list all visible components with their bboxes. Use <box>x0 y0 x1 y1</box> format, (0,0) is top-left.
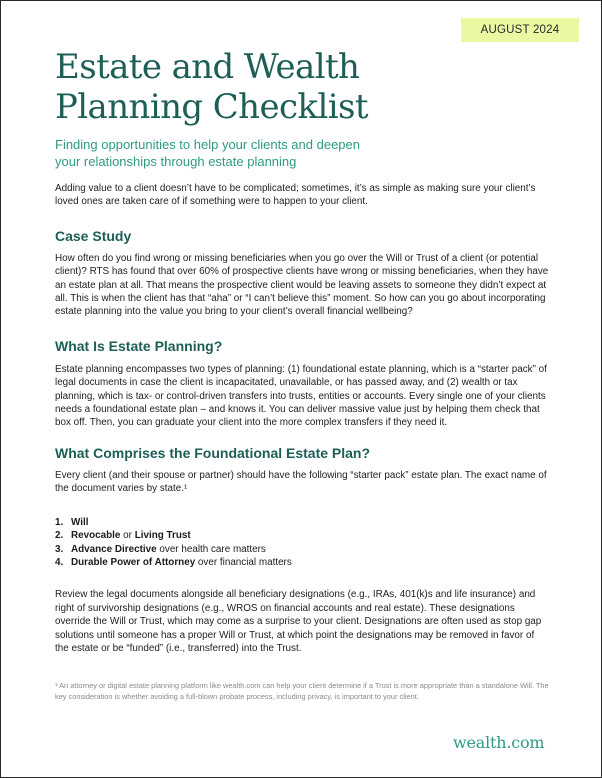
what-is-paragraph: Estate planning encompasses two types of planning: (1) foundational estate planning, which is a “starter pack” of legal documents in case the client is incapacitated, unavailable, or has passed away, and (2) wealth or tax planning, which is tax- or control-driven transfers into trusts, entities or accounts. Every single one of your clients needs a foundational estate plan – and knows it. You can deliver massive value just by helping them check that box off. Then, you can graduate your client into the more complex transfers if they need it. <box>55 363 547 429</box>
page-title <box>55 47 368 127</box>
wealth-logo: wealth.com <box>453 733 545 752</box>
list-number: 2. <box>55 530 64 542</box>
list-number: 3. <box>55 543 64 555</box>
what-is-heading: What Is Estate Planning? <box>55 337 223 354</box>
list-item-bold: Revocable <box>71 530 121 542</box>
date-badge: AUGUST 2024 <box>461 18 579 42</box>
list-item-bold: Advance Directive <box>71 543 157 555</box>
list-item-rest: over health care matters <box>156 543 266 555</box>
subtitle: Finding opportunities to help your clients and deepen your relationships through estate planning <box>55 137 360 169</box>
title-line-1: Estate and Wealth <box>55 47 360 87</box>
list-number: 4. <box>55 556 64 568</box>
list-item-bold: Will <box>71 516 89 528</box>
list-item-bold: Durable Power of Attorney <box>71 556 196 568</box>
designations-paragraph: Review the legal documents alongside all beneficiary designations (e.g., IRAs, 401(k)s and life insurance) and right of survivorship designations (e.g., WROS on financial accounts and real estate). These designations override the Will or Trust, which may come as a surprise to your client. Designations are often used as stop gap solutions until someone has a proper Will or Trust, at which point the designations may be removed in favor of the estate or be “funded” (i.e., transferred) into the Trust. <box>55 589 542 654</box>
title-line-2: Planning Checklist <box>55 87 368 127</box>
list-item <box>55 516 549 529</box>
main-content <box>55 182 549 655</box>
intro-paragraph: Adding value to a client doesn’t have to be complicated; sometimes, it’s as simple as making sure your client’s loved ones are taken care of if something were to happen to your client. <box>55 183 536 208</box>
case-study-heading: Case Study <box>55 227 132 244</box>
case-study-paragraph: How often do you find wrong or missing beneficiaries when you go over the Will or Trust of a client (or potential client)? RTS has found that over 60% of prospective clients have wrong or missing beneficiaries, when they have an estate plan at all. That means the prospective client would be leaving assets to someone they didn’t expect at all. This is when the client has that “aha” or “I can’t believe this” moment. So how can you go about incorporating estate planning into the value you bring to your client’s overall financial wellbeing? <box>55 252 549 318</box>
list-item-bold-2: Living Trust <box>134 530 191 542</box>
list-item <box>55 543 549 556</box>
list-item <box>55 556 549 569</box>
list-item <box>55 529 549 542</box>
comprises-heading: What Comprises the Foundational Estate Plan? <box>55 444 371 461</box>
footnote: ¹ An attorney or digital estate planning platform like wealth.com can help your client determine if a Trust is more appropriate than a standalone Will. The key consideration is whether avoiding a full-blown probate process, including privacy, is important to your client. <box>55 681 549 701</box>
list-item-rest: over financial matters <box>195 556 292 568</box>
list-number: 1. <box>55 516 64 528</box>
starter-pack-list <box>55 516 549 570</box>
list-item-mid: or <box>120 530 135 542</box>
comprises-paragraph: Every client (and their spouse or partner) should have the following “starter pack” estate plan. The exact name of the document varies by state.¹ <box>55 469 547 495</box>
